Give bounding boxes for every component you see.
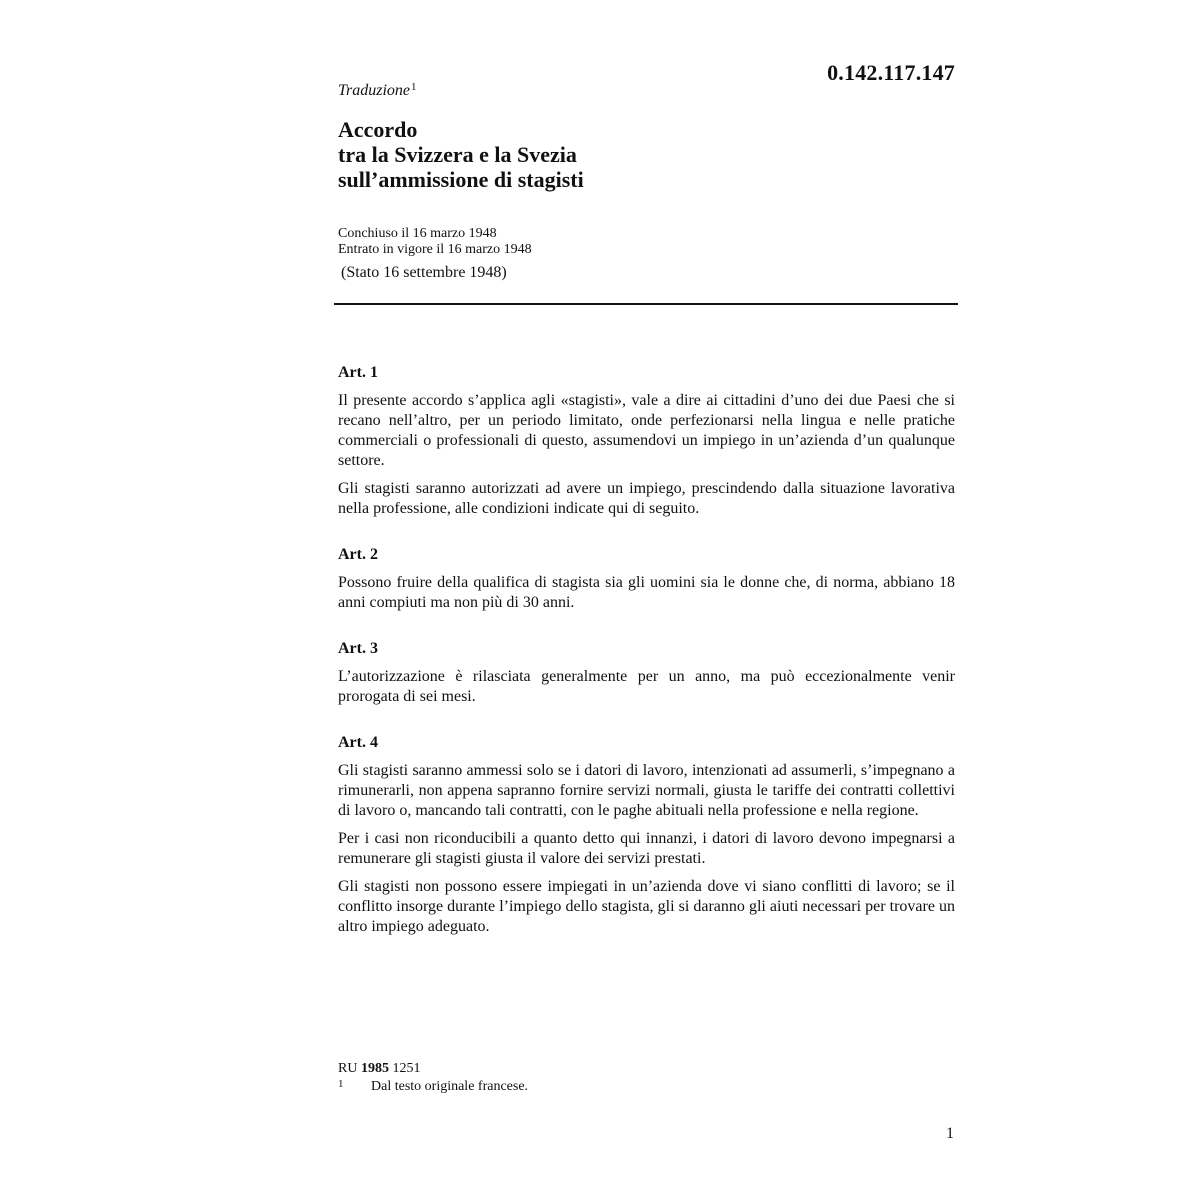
article-heading: Art. 4 (338, 734, 378, 751)
ru-page: 1251 (392, 1061, 421, 1076)
article-heading: Art. 3 (338, 640, 378, 657)
article-heading: Art. 1 (338, 364, 378, 381)
header-divider (334, 303, 958, 305)
title-line-1: Accordo (338, 117, 418, 142)
footnote-text: Dal testo originale francese. (371, 1079, 529, 1094)
title-line-3: sull’ammissione di stagisti (338, 167, 584, 192)
footnote-marker: 1 (338, 1078, 344, 1090)
article-paragraph: L’autorizzazione è rilasciata generalmente per un anno, ma può eccezionalmente venir prorogata di sei mesi. (338, 668, 955, 705)
in-force-date: Entrato in vigore il 16 marzo 1948 (338, 242, 532, 257)
translation-label (338, 81, 417, 100)
ru-prefix: RU (338, 1061, 358, 1076)
title-line-2: tra la Svizzera e la Svezia (338, 142, 577, 167)
date-block (338, 226, 532, 258)
status-date: (Stato 16 settembre 1948) (341, 264, 507, 281)
article-1 (338, 363, 955, 519)
ru-reference (338, 1060, 528, 1078)
article-4 (338, 733, 955, 937)
article-paragraph: Gli stagisti saranno ammessi solo se i datori di lavoro, intenzionati ad assumerli, s’impegnano a rimunerarli, non appena sapranno fornire servizi normali, giusta le tariffe dei contratti collettivi di lavoro o, mancando tali contratti, con le paghe abituali nella professione e nella regione. (338, 762, 955, 819)
ru-year: 1985 (360, 1061, 389, 1076)
concluded-date: Conchiuso il 16 marzo 1948 (338, 226, 497, 241)
article-paragraph: Gli stagisti saranno autorizzati ad avere un impiego, prescindendo dalla situazione lavorativa nella professione, alle condizioni indicate qui di seguito. (338, 480, 955, 517)
footnotes (338, 1060, 528, 1096)
footnote-1 (338, 1078, 528, 1096)
sr-number: 0.142.117.147 (827, 60, 955, 85)
page-number: 1 (946, 1125, 954, 1142)
footnote-ref[interactable]: 1 (411, 81, 417, 93)
document-title (338, 117, 584, 192)
article-heading: Art. 2 (338, 546, 378, 563)
article-paragraph: Il presente accordo s’applica agli «stagisti», vale a dire ai cittadini d’uno dei due Paesi che si recano nell’altro, per un periodo limitato, onde perfezionarsi nella lingua e nelle pratiche commerciali o professionali di questo, assumendovi un impiego in un’azienda d’un qualunque settore. (338, 392, 955, 469)
articles-container (338, 363, 955, 963)
article-paragraph: Possono fruire della qualifica di stagista sia gli uomini sia le donne che, di norma, abbiano 18 anni compiuti ma non più di 30 anni. (338, 574, 955, 611)
translation-label-text: Traduzione (338, 82, 411, 99)
article-paragraph: Gli stagisti non possono essere impiegati in un’azienda dove vi siano conflitti di lavoro; se il conflitto insorge durante l’impiego dello stagista, gli si daranno gli aiuti necessari per trovare un altro impiego adeguato. (338, 878, 955, 935)
article-3 (338, 639, 955, 707)
article-2 (338, 545, 955, 613)
article-paragraph: Per i casi non riconducibili a quanto detto qui innanzi, i datori di lavoro devono impegnarsi a remunerare gli stagisti giusta il valore dei servizi prestati. (338, 830, 955, 867)
